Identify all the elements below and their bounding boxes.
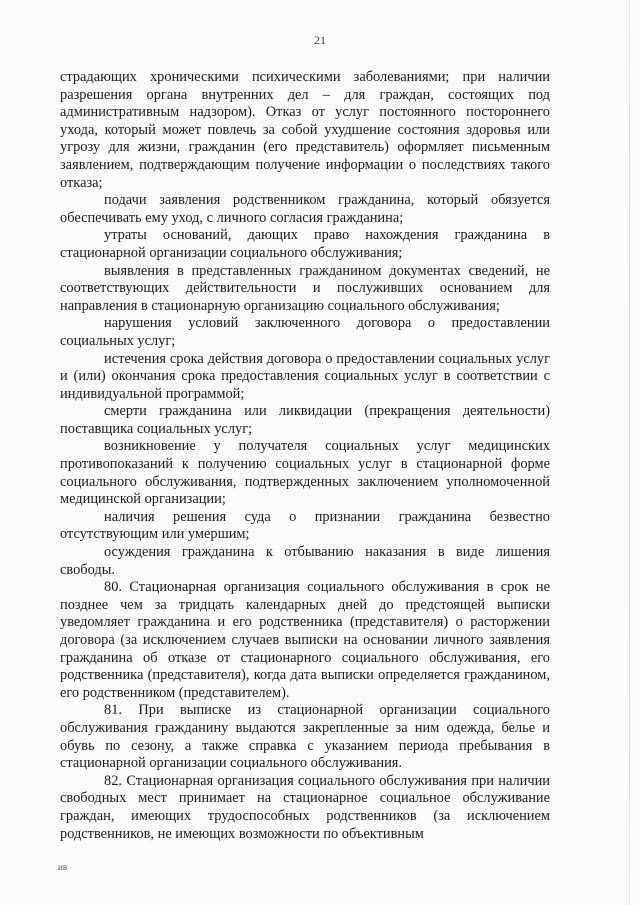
paragraph: подачи заявления родственником гражданина, который обязуется обеспечивать ему уход, с личного согласия гражданина; bbox=[60, 192, 550, 226]
paragraph: истечения срока действия договора о предоставлении социальных услуг и (или) окончания срока предоставления социальных услуг в соответствии с индивидуальной программой; bbox=[60, 350, 550, 402]
paragraph: 80. Стационарная организация социального обслуживания в срок не позднее чем за тридцать календарных дней до предстоящей выписки уведомляет гражданина и его родственника (представителя) о расторжении договора (за исключением случаев выписки на основании личного заявления гражданина об отказе от стационарного социального обслуживания, его родственника (представителя), когда дата выписки определяется гражданином, его родственником (представителем). bbox=[60, 579, 550, 701]
paragraph: наличия решения суда о признании гражданина безвестно отсутствующим или умершим; bbox=[60, 508, 550, 543]
paragraph: нарушения условий заключенного договора о предоставлении социальных услуг; bbox=[60, 315, 550, 349]
paragraph: осуждения гражданина к отбыванию наказания в виде лишения свободы. bbox=[60, 544, 550, 578]
document-body bbox=[60, 69, 550, 843]
page-number: 21 bbox=[314, 33, 326, 47]
paragraph: смерти гражданина или ликвидации (прекращения деятельности) поставщика социальных услуг; bbox=[60, 403, 550, 437]
paragraph: выявления в представленных гражданином документах сведений, не соответствующих действительности и послуживших основанием для направления в стационарную организацию социального обслуживания; bbox=[60, 262, 550, 314]
scan-edge bbox=[629, 0, 630, 905]
paragraph: возникновение у получателя социальных услуг медицинских противопоказаний к получению социальных услуг в стационарной форме социального обслуживания, подтвержденных заключением уполномоченной медицинской организации; bbox=[60, 438, 550, 508]
footer-mark: ив bbox=[58, 862, 68, 872]
paragraph: 82. Стационарная организация социального обслуживания при наличии свободных мест принимает на стационарное социальное обслуживание граждан, имеющих трудоспособных родственников (за исключением родственников, не имеющих возможности по объективным bbox=[60, 772, 550, 842]
paragraph: 81. При выписке из стационарной организации социального обслуживания гражданину выдаются закрепленные за ним одежда, белье и обувь по сезону, а также справка с указанием периода пребывания в стационарной организации социального обслуживания. bbox=[60, 702, 550, 772]
paragraph: утраты оснований, дающих право нахождения гражданина в стационарной организации социального обслуживания; bbox=[60, 227, 550, 261]
paragraph: страдающих хроническими психическими заболеваниями; при наличии разрешения органа внутренних дел – для граждан, состоящих под административным надзором). Отказ от услуг постоянного постороннего ухода, который может повлечь за собой ухудшение состояния здоровья или угрозу для жизни, гражданин (его представитель) оформляет письменным заявлением, подтверждающим получение информации о последствиях такого отказа; bbox=[60, 69, 550, 191]
